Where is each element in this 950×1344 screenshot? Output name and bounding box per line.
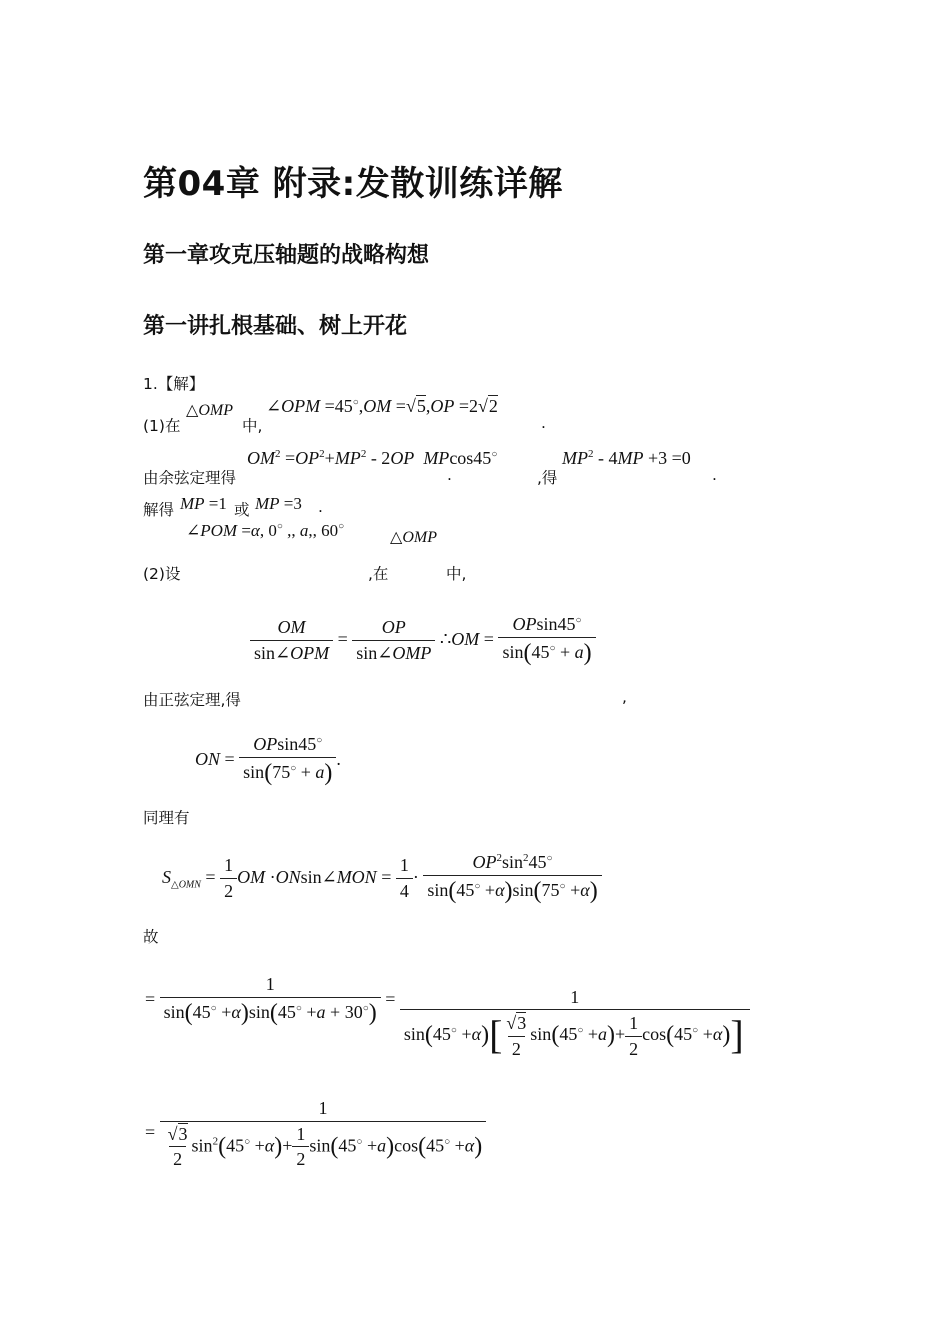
part2-in: ,在	[368, 565, 389, 583]
part2-prefix: (2)设	[143, 565, 181, 583]
mp-equals-3: MP =3	[255, 494, 302, 513]
expansion-formula-2: = 1 $\frac{√3}{2}$ $\sin^2(45^○ +\alpha)+$ $\frac{1}{2}$ sin(45○ +a)cos(45○ +α)	[145, 1098, 486, 1170]
dot: .	[447, 466, 452, 484]
therefore-label: 故	[143, 928, 159, 946]
lecture-title: 第一讲扎根基础、树上开花	[143, 314, 408, 339]
dot-3: .	[318, 498, 323, 516]
sine-law-formula: $\frac{OM}{\text{sin∠OPM}}$ = $\frac{OP}{\text{sin∠OMP}}$ ∴OM = $\frac{OPsin45^○}{\sin(45^○ + a)}$	[250, 614, 596, 667]
triangle-omp-formula-2: △OMP	[390, 529, 437, 546]
solve-label: 解得	[143, 501, 175, 519]
triangle-omp-formula: △OMP	[186, 402, 233, 419]
cosine-law-label: 由余弦定理得	[143, 469, 237, 487]
or-label: 或	[234, 501, 250, 519]
part1-prefix: (1)在	[143, 417, 181, 435]
cosine-law-formula: $OM^2 =OP^2+MP^2 - 2OP$ MPcos45○	[247, 448, 498, 468]
expansion-formula-1: = $\frac{1}{\sin(45^○ +\alpha)\sin(45^○ +a + 30^○)}$ = 1 sin(45○ +α)[ $\frac{√3}{2}$ sin(45○ +a)+ $\frac{1}{2}$ cos(45○ +α)]	[145, 974, 750, 1060]
period: .	[541, 414, 546, 432]
get-label: ,得	[537, 469, 558, 487]
dot-2: .	[712, 466, 717, 484]
area-formula: $S_{\triangle OMN}$ = $\frac{1}{2}$ OM ·ONsin∠MON = $\frac{1}{4}$ · $\frac{OP^2\sin^245^○}{\sin(45^○ +\alpha)\sin(75^○ +\alpha)}$	[162, 852, 602, 905]
part1-mid: 中,	[242, 417, 263, 435]
section-title: 第一章攻克压轴题的战略构想	[143, 243, 430, 268]
chapter-title: 第04章 附录:发散训练详解	[143, 164, 563, 204]
mp-equals-1: MP =1	[180, 494, 227, 513]
given-conditions-formula: ∠OPM =45○,OM =√5,OP =2√2	[266, 396, 498, 416]
sine-law-label: 由正弦定理,得	[143, 691, 241, 709]
problem-number: 1.【解】	[143, 375, 205, 393]
part2-mid: 中,	[446, 565, 467, 583]
comma: ,	[622, 688, 627, 706]
quadratic-formula: $MP^2 - 4MP +3 =0$	[562, 448, 691, 468]
on-formula: ON = $\frac{OPsin45^○}{\sin(75^○ + a)}$ .	[195, 734, 341, 786]
similarly-label: 同理有	[143, 809, 190, 827]
angle-pom-formula: ∠POM =α, 0○ ,, a,, 60○	[186, 521, 345, 540]
